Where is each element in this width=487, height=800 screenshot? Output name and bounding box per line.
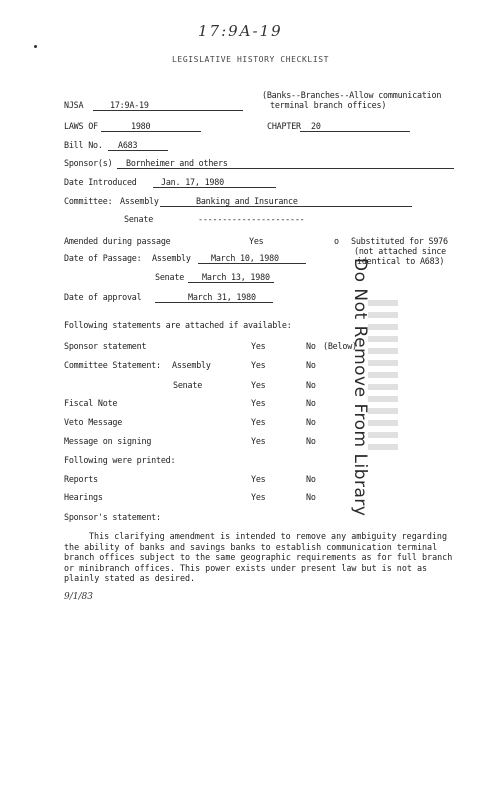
passage-senate-value: March 13, 1980 [202,272,270,282]
document-title: LEGISLATIVE HISTORY CHECKLIST [172,55,330,64]
committee-senate-label: Senate [124,214,154,224]
statement-yes: Yes [251,380,266,390]
sponsor-statement-label: Sponsor's statement: [64,512,161,522]
printed-label: Reports [64,474,98,484]
statement-no: No [306,341,316,351]
sponsor-label: Sponsor(s) [64,158,113,168]
amended-label: Amended during passage [64,236,171,246]
passage-senate-label: Senate [155,272,185,282]
chapter-underline [300,131,410,132]
chapter-label: CHAPTER [267,121,301,131]
bill-value: A683 [118,140,138,150]
printed-no: No [306,474,316,484]
statement-sub: Senate [173,380,203,390]
printed-no: No [306,492,316,502]
printed-yes: Yes [251,474,266,484]
date-introduced-label: Date Introduced [64,177,137,187]
passage-assembly-value: March 10, 1980 [211,253,279,263]
statement-note: (Below) [323,341,357,351]
sponsor-underline [117,168,454,169]
substituted-line-1: Substituted for S976 [351,236,448,246]
statement-sub: Assembly [172,360,211,370]
statement-no: No [306,360,316,370]
printed-label: Hearings [64,492,103,502]
committee-assembly-value: Banking and Insurance [196,196,298,206]
passage-assembly-label: Assembly [152,253,191,263]
committee-senate-value: ---------------------- [198,214,305,224]
njsa-value: 17:9A-19 [110,100,149,110]
sponsor-value: Bornheimer and others [126,158,228,168]
njsa-label: NJSA [64,100,84,110]
statement-label: Message on signing [64,436,152,446]
bill-label: Bill No. [64,140,103,150]
statement-yes: Yes [251,436,266,446]
statement-yes: Yes [251,417,266,427]
committee-label: Committee: [64,196,113,206]
laws-label: LAWS OF [64,121,98,131]
njsa-underline [93,110,243,111]
date-introduced-value: Jan. 17, 1980 [161,177,224,187]
amended-value: Yes [249,236,264,246]
printed-header: Following were printed: [64,455,176,465]
chapter-value: 20 [311,121,321,131]
statement-no: No [306,417,316,427]
statement-yes: Yes [251,360,266,370]
statement-label: Veto Message [64,417,123,427]
approval-value: March 31, 1980 [188,292,256,302]
laws-value: 1980 [131,121,151,131]
statements-header: Following statements are attached if available: [64,320,292,330]
passage-senate-underline [188,282,274,283]
substituted-line-3: identical to A683) [357,256,445,266]
subject-line-2: terminal branch offices) [270,100,387,110]
approval-label: Date of approval [64,292,142,302]
statement-no: No [306,436,316,446]
passage-assembly-underline [198,263,306,264]
committee-assembly-label: Assembly [120,196,159,206]
sponsor-statement-text [64,531,454,584]
statement-label: Committee Statement: [64,360,161,370]
approval-underline [155,302,273,303]
sponsor-statement-body: This clarifying amendment is intended to remove any ambiguity regarding the ability of banks and savings banks to establish communication terminal branch offices subject to the same geographic requirements as for full branch or minibranch offices. This power exists under present law but is not as plainly stated as desired. [64,531,453,583]
statement-label: Fiscal Note [64,398,118,408]
substituted-marker: o [334,236,339,246]
statement-yes: Yes [251,341,266,351]
statement-label: Sponsor statement [64,341,147,351]
laws-underline [101,131,201,132]
faded-stamp-mark [368,300,398,450]
library-stamp: Do Not Remove From Library [350,258,370,517]
subject-line-1: (Banks--Branches--Allow communication [262,90,442,100]
committee-assembly-underline [160,206,412,207]
statement-yes: Yes [251,398,266,408]
substituted-line-2: (not attached since [354,246,447,256]
bill-underline [108,150,168,151]
speck [34,45,37,48]
statement-no: No [306,380,316,390]
date-introduced-underline [153,187,276,188]
statement-no: No [306,398,316,408]
printed-yes: Yes [251,492,266,502]
handwritten-statute-number: 17:9A-19 [198,22,283,40]
handwritten-initials: 9/1/83 [64,592,93,602]
passage-label: Date of Passage: [64,253,142,263]
